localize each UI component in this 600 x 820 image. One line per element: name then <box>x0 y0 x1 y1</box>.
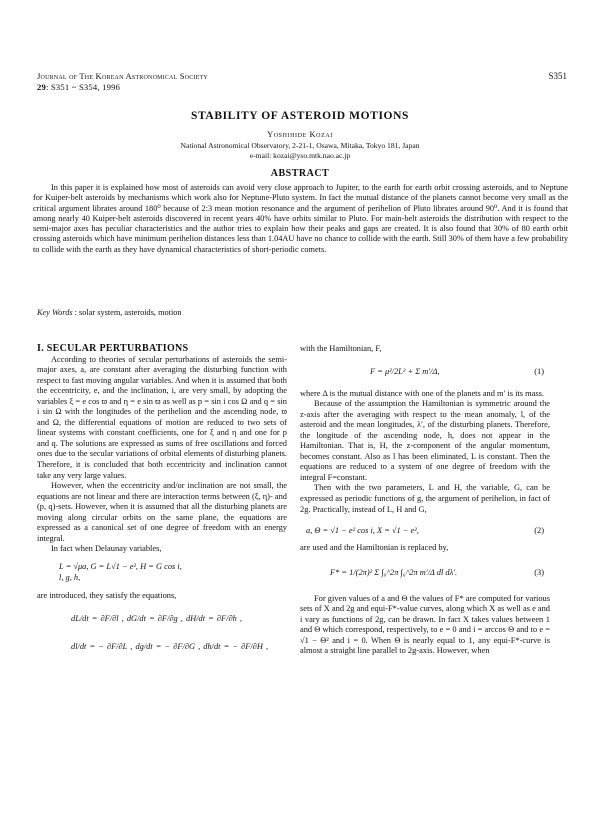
paper-title: STABILITY OF ASTEROID MOTIONS <box>191 110 409 122</box>
paragraph: In fact when Delaunay variables, <box>51 544 162 554</box>
paragraph: According to theories of secular perturbations of asteroids the semi-major axes, a, are constant after averaging the disturbing function with respect to fast moving angular variables. And when it is assumed that both the eccentricity, e, and the inclination, i, are very small, by adopting the variables ξ = e cos ϖ and η = e sin ϖ as well as p = sin i cos Ω and q = sin i sin Ω with the longitudes of the perihelion and the ascending node, ϖ and Ω, the differential equations of motion are reduced to two sets of linear systems with constant coefficients, one for ξ and η and one for p and q. The solutions are expressed as sums of free oscillations and forced ones due to the secular variations of orbital elements of disturbing planets. Therefore, it is concluded that both eccentricity and inclination cannot take any very large values. <box>37 354 287 480</box>
equation-body: F* = 1/(2π)² Σ ∫₀^2π ∫₀^2π m′/Δ dl dλ′. <box>330 567 458 577</box>
keywords-line <box>37 308 182 317</box>
page-range: : S351 ~ S354, 1996 <box>46 82 121 92</box>
page-number: S351 <box>548 71 567 81</box>
keywords-label: Key Words <box>37 308 73 317</box>
equation-line: dl/dt = − ∂F/∂L , dg/dt = − ∂F/∂G , dh/dt = − ∂F/∂H , <box>71 642 269 652</box>
volume-pages <box>37 82 208 93</box>
volume-number: 29 <box>37 82 46 92</box>
section-heading: I. SECULAR PERTURBATIONS <box>37 343 189 354</box>
equation-1 <box>300 363 550 387</box>
paragraph: are used and the Hamiltonian is replaced by, <box>300 543 449 553</box>
paragraph: with the Hamiltonian, F, <box>300 344 382 353</box>
equation-line: l, g, h, <box>59 572 81 582</box>
equation-body: F = μ²/2L² + Σ m′/Δ, <box>370 366 440 376</box>
equation-number: (1) <box>534 366 544 376</box>
equation-number: (3) <box>534 567 544 577</box>
equation-body: a, Θ = √1 − e² cos i, X = √1 − e², <box>306 526 419 536</box>
equation-line: dL/dt = ∂F/∂l , dG/dt = ∂F/∂g , dH/dt = ∂F/∂h , <box>71 614 242 624</box>
email: e-mail: kozai@yso.mtk.nao.ac.jp <box>249 150 351 160</box>
paragraph: Because of the assumption the Hamiltonian is symmetric around the z-axis after the averaging with respect to the mean anomaly, l, of the asteroid and the mean longitudes, λ′, of the disturbing planets. Therefore, the longitude of the ascending node, h, does not appear in the Hamiltonian. That is, H, the z-component of the angular momentum, becomes constant. Also as l has been eliminated, L is constant. Then the equations are reduced to a system of one degree of freedom with the integral F=constant. <box>300 399 550 482</box>
affiliation: National Astronomical Observatory, 2-21-1, Osawa, Mitaka, Tokyo 181, Japan <box>180 141 420 150</box>
affiliation-block <box>0 141 600 160</box>
left-column <box>37 344 287 653</box>
paragraph: are introduced, they satisfy the equations, <box>37 590 177 600</box>
journal-name: Journal of The Korean Astronomical Society <box>37 71 208 81</box>
right-column <box>300 344 550 657</box>
equation-number: (2) <box>534 526 544 536</box>
equation-3 <box>300 562 550 590</box>
paragraph: For given values of a and Θ the values of F* are computed for various sets of X and 2g and equi-F*-value curves, along which X as well as e and i vary as functions of 2g, can be drawn. In fact X takes values between 1 and Θ which correspond, respectively, to e = 0 and i = arccos Θ and to e = √1 − Θ² and i = 0. When Θ is nearly equal to 1, any equi-F*-curve is almost a straight line parallel to 2g-axis. However, when <box>300 593 550 656</box>
equation-delaunay <box>59 561 287 583</box>
abstract-heading: ABSTRACT <box>270 168 330 179</box>
paragraph: However, when the eccentricity and/or inclination are not small, the equations are not linear and there are interaction terms between (ξ, η)- and (p, q)-sets. However, when it is assumed that all the disturbing planets are moving along circular orbits on the same plane, the equations are expressed as a canonical set of one degree of freedom with an energy integral. <box>37 481 287 543</box>
journal-header <box>37 71 208 93</box>
paragraph: where Δ is the mutual distance with one of the planets and m′ is its mass. <box>300 388 544 398</box>
abstract-text: In this paper it is explained how most of asteroids can avoid very close approach to Jupiter, to the earth for earth orbit crossing asteroids, and to Neptune for Kuiper-belt asteroids by mechanisms which work also for Neptune-Pluto system. In fact the mutual distance of the planets cannot become very small as the critical argument librates around 180⁰ because of 2:3 mean motion resonance and the argument of perihelion of Pluto librates around 90⁰. And it is found that among nearly 40 Kuiper-belt asteroids discovered in recent years 40% have orbits similar to Pluto. For main-belt asteroids the distribution with respect to the semi-major axes has peculiar characteristics and the author tries to explain how their peaks and gaps are created. It is also found that 30% of 80 earth orbit crossing asteroids which have minimum perihelion distances less than 1.04AU have no chance to collide with the earth. Still 30% of them have a few probability to collide with the earth as they have dynamical characteristics of short-periodic comets. <box>33 183 568 254</box>
equation-line: L = √μa, G = L√1 − e², H = G cos i, <box>59 561 182 571</box>
keywords-values: : solar system, asteroids, motion <box>74 308 182 317</box>
equation-motion <box>71 613 287 653</box>
equation-2 <box>300 521 550 543</box>
paragraph: Then with the two parameters, L and H, the variable, G, can be expressed as periodic functions of g, the argument of perihelion, in fact of 2g. Practically, instead of L, H and G, <box>300 483 550 514</box>
author-name: Yoshihide Kozai <box>267 130 333 139</box>
